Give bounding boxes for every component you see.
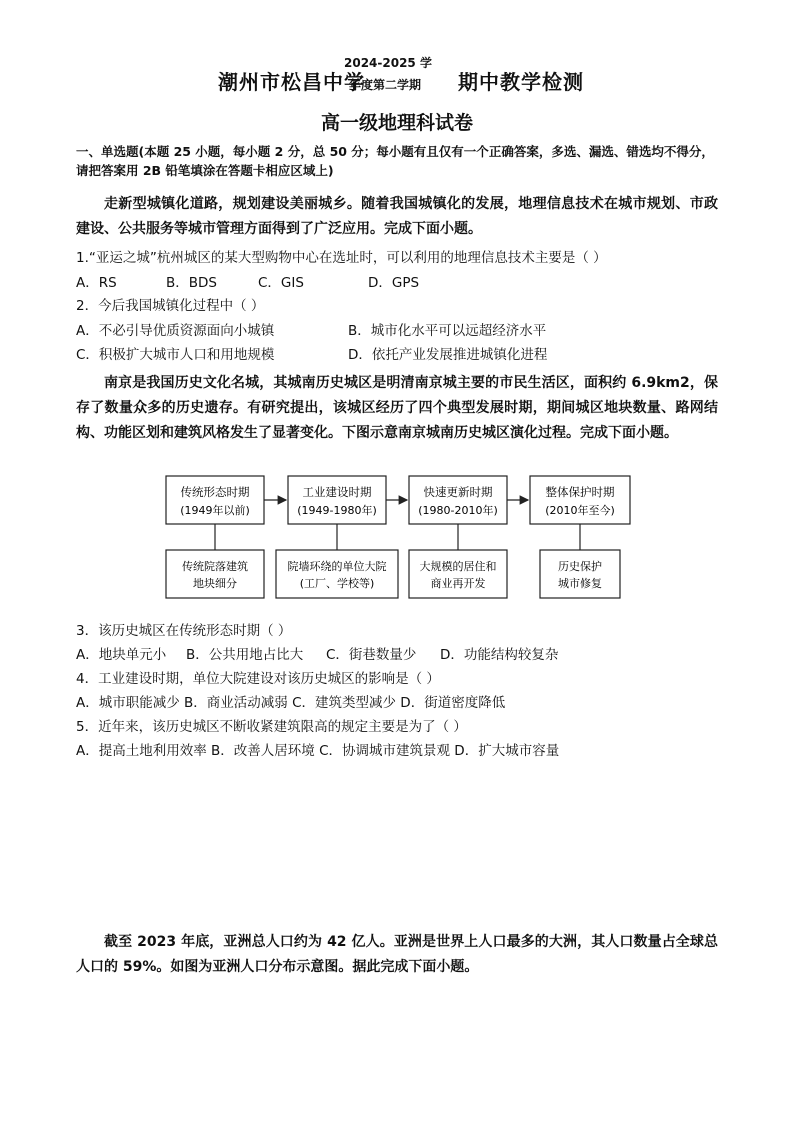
q2-option-c: C．积极扩大城市人口和用地规模 (76, 347, 275, 363)
exam-title: 期中教学检测 (458, 70, 584, 94)
q1-option-d: D．GPS (368, 275, 420, 291)
question-5: 5．近年来，该历史城区不断收紧建筑限高的规定主要是为了（ ） (76, 719, 467, 735)
feature-box-4 (540, 550, 620, 598)
stage-2-name: 工业建设时期 (302, 485, 372, 499)
feature-2-line-2: (工厂、学校等) (299, 577, 375, 590)
feature-box-1 (166, 550, 264, 598)
q1-option-c: C．GIS (258, 275, 304, 291)
stage-box-4 (530, 476, 630, 524)
feature-1-line-2: 地块细分 (193, 577, 237, 590)
paper-subtitle: 高一级地理科试卷 (320, 112, 473, 134)
stage-4-name: 整体保护时期 (545, 485, 615, 499)
question-1: 1.“亚运之城”杭州城区的某大型购物中心在选址时，可以利用的地理信息技术主要是（ ） (76, 250, 607, 266)
stage-3-name: 快速更新时期 (423, 485, 493, 499)
school-term: 年度第二学期 (349, 78, 422, 92)
q3-option-c: C．街巷数量少 (326, 647, 417, 663)
group1-intro: 走新型城镇化道路，规划建设美丽城乡。随着我国城镇化的发展，地理信息技术在城市规划、市政建设、公共服务等城市管理方面得到了广泛应用。完成下面小题。 (76, 196, 718, 237)
q3-option-d: D．功能结构较复杂 (440, 647, 559, 663)
question-2: 2．今后我国城镇化过程中（ ） (76, 298, 265, 314)
feature-4-line-1: 历史保护 (558, 560, 602, 573)
section-instructions: 一、单选题(本题 25 小题，每小题 2 分，总 50 分；每小题有且仅有一个正确答案，多选、漏选、错选均不得分，请把答案用 2B 铅笔填涂在答题卡相应区域上) (76, 144, 714, 178)
feature-3-line-1: 大规模的居住和 (419, 560, 497, 573)
q2-option-d: D．依托产业发展推进城镇化进程 (348, 347, 548, 363)
q3-option-b: B．公共用地占比大 (186, 647, 304, 663)
stage-box-3 (409, 476, 507, 524)
question-4: 4．工业建设时期，单位大院建设对该历史城区的影响是（ ） (76, 671, 440, 687)
stage-3-period: (1980-2010年) (418, 504, 498, 517)
q5-options: A．提高土地利用效率 B．改善人居环境 C．协调城市建筑景观 D．扩大城市容量 (76, 743, 560, 759)
stage-1-period: (1949年以前) (180, 504, 250, 517)
feature-2-line-1: 院墙环绕的单位大院 (287, 560, 387, 573)
q4-options: A．城市职能减少 B．商业活动减弱 C．建筑类型减少 D．街道密度降低 (76, 695, 506, 711)
q2-option-b: B．城市化水平可以远超经济水平 (348, 323, 547, 339)
question-3: 3．该历史城区在传统形态时期（ ） (76, 623, 292, 639)
feature-box-2 (276, 550, 398, 598)
stage-1-name: 传统形态时期 (180, 485, 250, 499)
feature-3-line-2: 商业再开发 (430, 577, 486, 590)
q1-option-a: A．RS (76, 275, 117, 291)
q2-option-a: A．不必引导优质资源面向小城镇 (76, 323, 275, 339)
stage-4-period: (2010年至今) (545, 504, 615, 517)
school-year: 2024-2025 学 (344, 56, 432, 70)
stage-2-period: (1949-1980年) (297, 504, 377, 517)
q3-option-a: A．地块单元小 (76, 647, 167, 663)
stage-box-2 (288, 476, 386, 524)
feature-box-3 (409, 550, 507, 598)
nanjing-evolution-diagram (160, 474, 640, 602)
group3-intro: 截至 2023 年底，亚洲总人口约为 42 亿人。亚洲是世界上人口最多的大洲，其人口数量占全球总人口的 59%。如图为亚洲人口分布示意图。据此完成下面小题。 (76, 934, 718, 975)
school-name: 潮州市松昌中学 (218, 70, 365, 94)
group2-intro: 南京是我国历史文化名城，其城南历史城区是明清南京城主要的市民生活区，面积约 6.9km2，保存了数量众多的历史遗存。有研究提出，该城区经历了四个典型发展时期，期间城区地块数量、路网结构、功能区划和建筑风格发生了显著变化。下图示意南京城南历史城区演化过程。完成下面小题。 (76, 375, 718, 441)
feature-1-line-1: 传统院落建筑 (182, 560, 248, 573)
feature-4-line-2: 城市修复 (558, 577, 602, 590)
q1-option-b: B．BDS (166, 275, 217, 291)
stage-box-1 (166, 476, 264, 524)
